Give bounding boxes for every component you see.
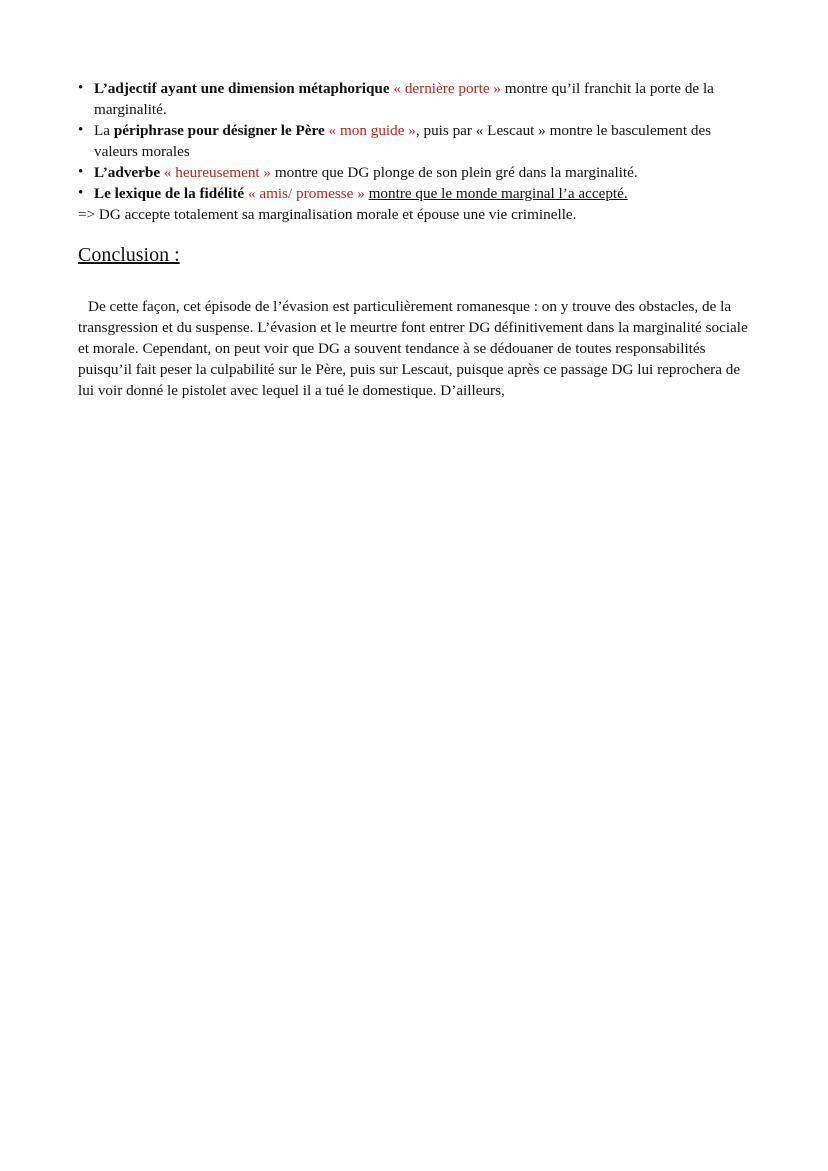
analysis-bullet-list bbox=[78, 78, 758, 204]
bullet-item bbox=[78, 120, 758, 162]
document-page bbox=[78, 78, 758, 401]
summary-line: => DG accepte totalement sa marginalisation morale et épouse une vie criminelle. bbox=[78, 206, 577, 223]
conclusion-heading: Conclusion : bbox=[78, 244, 180, 266]
bold-term: L’adjectif ayant une dimension métaphorique bbox=[94, 80, 390, 97]
text-span: montre que DG plonge de son plein gré dans la marginalité. bbox=[271, 164, 638, 181]
quote-span: « dernière porte » bbox=[393, 80, 501, 97]
quote-span: « amis/ promesse » bbox=[247, 185, 365, 202]
bullet-item bbox=[78, 78, 758, 120]
text-span: , puis par « Lescaut » montre le basculement des valeurs morales bbox=[94, 122, 712, 160]
bullet-dot: • bbox=[78, 185, 84, 201]
bold-term: L’adverbe bbox=[94, 164, 161, 181]
bold-term: Le lexique de la fidélité bbox=[94, 185, 245, 202]
bullet-item bbox=[78, 183, 758, 204]
quote-span: « mon guide » bbox=[328, 122, 416, 139]
underlined-text: montre que le monde marginal l’a accepté. bbox=[368, 185, 628, 202]
bullet-dot: • bbox=[78, 122, 84, 138]
quote-span: « heureusement » bbox=[163, 164, 272, 181]
text-span: montre qu’il franchit la porte de la marginalité. bbox=[94, 80, 714, 118]
bold-term: périphrase pour désigner le Père bbox=[113, 122, 325, 139]
text-span: La bbox=[94, 122, 114, 139]
bullet-item bbox=[78, 162, 758, 183]
bullet-dot: • bbox=[78, 80, 84, 96]
conclusion-paragraph: De cette façon, cet épisode de l’évasion est particulièrement romanesque : on y trouve des obstacles, de la transgression et du suspense. L’évasion et le meurtre font entrer DG définitivement dans la marginalité sociale et morale. Cependant, on peut voir que DG a souvent tendance à se dédouaner de toutes responsabilités puisqu’il fait peser la culpabilité sur le Père, puis sur Lescaut, puisque après ce passage DG lui reprochera de lui voir donné le pistolet avec lequel il a tué le domestique. D’ailleurs, bbox=[78, 298, 748, 399]
bullet-dot: • bbox=[78, 164, 84, 180]
